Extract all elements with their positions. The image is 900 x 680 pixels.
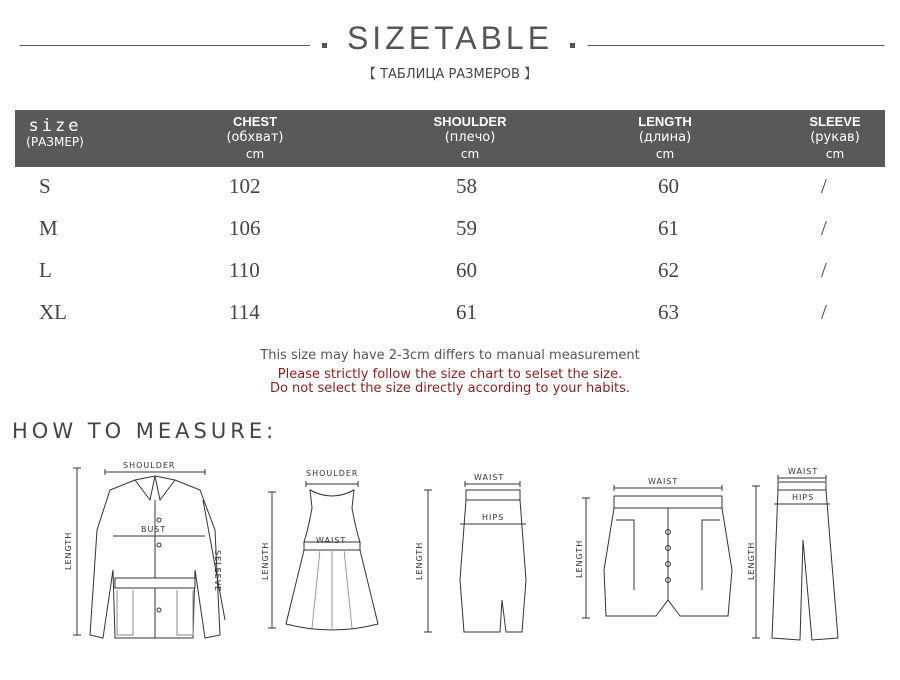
chest-cell: 114: [229, 300, 260, 324]
length-cell: 60: [658, 174, 679, 198]
table-row: [15, 258, 885, 300]
waist-label: WAIST: [788, 467, 819, 476]
size-cell: L: [39, 258, 52, 282]
waist-label: WAIST: [474, 473, 505, 482]
warning-note-secondary: Do not select the size directly according to your habits.: [269, 381, 631, 396]
waist-label: WAIST: [316, 536, 347, 545]
sleeve-cell: /: [821, 258, 827, 282]
size-cell: S: [39, 174, 51, 198]
sleeve-label: SELEEVE: [213, 550, 222, 593]
skirt-diagram: [410, 460, 530, 645]
bust-label: BUST: [141, 525, 167, 534]
size-cell: XL: [39, 300, 67, 324]
shoulder-cell: 59: [456, 216, 477, 240]
length-label: LENGTH: [575, 539, 584, 578]
dress-diagram: [260, 460, 380, 645]
table-row: [15, 174, 885, 216]
length-cell: 63: [658, 300, 679, 324]
shorts-diagram: [572, 460, 742, 645]
shoulder-label: SHOULDER: [123, 461, 176, 470]
hips-label: HIPS: [792, 493, 815, 502]
column-header-sleeve: SLEEVE (рукав) cm: [809, 114, 861, 161]
page-title: SIZETABLE: [346, 20, 554, 56]
length-cell: 62: [658, 258, 679, 282]
shoulder-cell: 58: [456, 174, 477, 198]
size-table-header: [15, 110, 885, 167]
length-label: LENGTH: [747, 541, 756, 580]
column-header-length: LENGTH (длина) cm: [638, 114, 692, 161]
sleeve-cell: /: [821, 174, 827, 198]
measurement-note: This size may have 2-3cm differs to manual measurement: [260, 348, 640, 363]
table-row: [15, 300, 885, 342]
hips-label: HIPS: [482, 513, 505, 522]
header-dot-right: [570, 43, 575, 48]
shoulder-label: SHOULDER: [306, 469, 359, 478]
length-label: LENGTH: [261, 541, 270, 580]
length-label: LENGTH: [415, 541, 424, 580]
shoulder-cell: 61: [456, 300, 477, 324]
waist-label: WAIST: [648, 477, 679, 486]
how-to-measure-heading: HOW TO MEASURE:: [12, 419, 278, 443]
warning-note: Please strictly follow the size chart to selset the size.: [277, 367, 623, 382]
length-cell: 61: [658, 216, 679, 240]
chest-cell: 106: [229, 216, 261, 240]
column-header-size: size (РАЗМЕР): [26, 116, 84, 149]
length-label: LENGTH: [64, 531, 73, 570]
table-row: [15, 216, 885, 258]
pants-diagram: [747, 460, 850, 645]
column-header-chest: CHEST (обхват) cm: [226, 114, 284, 161]
header-rule-right: [588, 45, 884, 46]
chest-cell: 102: [229, 174, 261, 198]
shoulder-cell: 60: [456, 258, 477, 282]
jacket-diagram: [55, 460, 235, 645]
column-header-shoulder: SHOULDER (плечо) cm: [433, 114, 507, 161]
sleeve-cell: /: [821, 300, 827, 324]
sleeve-cell: /: [821, 216, 827, 240]
size-cell: M: [39, 216, 58, 240]
chest-cell: 110: [229, 258, 260, 282]
page-subtitle: 【 ТАБЛИЦА РАЗМЕРОВ 】: [362, 67, 538, 82]
